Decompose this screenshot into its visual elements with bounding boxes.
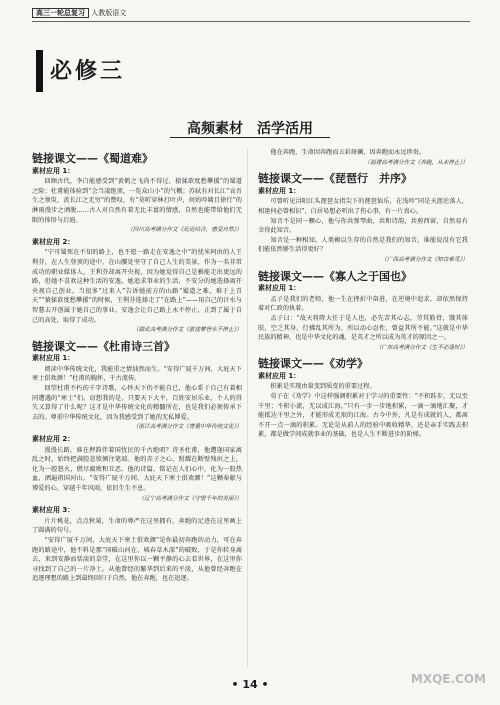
lesson-heading: 链接课文——《杜甫诗三首》 — [32, 339, 175, 353]
chapter-title: 必修三 — [50, 59, 126, 84]
source-citation: （浙江高考满分作文《尊重中华传统文化》） — [132, 424, 242, 431]
paragraph: 荀子在《劝学》中这样强调积累对于学习的重要性：“不积跬步，无以至千里；不积小流，无以成江海。”只有一步一步地积累，一滴一滴地汇聚，才能抵达千里之外，才能形成无垠的江海。古今中外，凡是有成就的人，都离不开一点一滴的积累。无论是从前人的经验中吸收精华，还是亲手实践去积累，都是做学问成就事业的基础，也是人生不断进步的阶梯。 — [258, 393, 468, 439]
paragraph: “宁可蜀死在不知的路上，也不愿一路走在安逸之中”的忧米阿由的人王利芬，在人生登顶的途中，在山腰处坚守了自己人生的美景，作为一名非常成功的职业媒体人，王利芬却离开央视，因为她觉得自己是雅能走出更远的路，但她不喜欢这种生活的安逸，她追求事业的生活，不安分的她选择离开央视自己创业。当很多“过来人”告诉她前方的山路“蜀道之难，难于上青天”“猿猱欲度愁攀援”的时候，王利芬选择走了“在路上”——用自己的汗水与智慧去开创属于她自己的事业。安逸会让自己路上永不停止，正到了属于自己的高处，取得了成功。 — [32, 249, 242, 324]
lesson-heading: 链接课文——《寡人之于国也》 — [258, 269, 412, 283]
chapter-bar — [36, 50, 43, 92]
material-tag: 素材应用 1： — [258, 371, 301, 380]
source-citation: （辽宁高考满分作文《守望千年的美丽》） — [138, 495, 242, 502]
section-title: 高频素材 活学活用 — [187, 121, 313, 137]
left-column — [32, 148, 242, 584]
source-citation: （四川高考满分作文《近近结合，感受自然》） — [127, 227, 242, 234]
source-citation: （湖北高考满分作文《旅途攀登永不停止》） — [132, 327, 242, 334]
paragraph: 回望杜甫不朽的千字诗歌，心怀天下仍不能自已，他心系于自己有着相同遭遇的“寒士”们。窃想我的是，只要天下大平，百姓安居乐业，个人的得失又算得了什么呢？这才是中华传统文化的精髓所在，也是我们必须传承下去的。尊重中华传统文化，因为我感受到了她的无私博爱。 — [32, 385, 242, 421]
lesson-heading: 链接课文——《劝学》 — [258, 357, 368, 371]
paragraph: 孟子是我们的老师，他一生在挫折中奋进，在逆境中追求，却依然保持着对仁政的执着。 — [258, 295, 468, 313]
header-bar — [32, 8, 126, 18]
lesson-heading: 链接课文——《蜀道难》 — [32, 152, 153, 165]
source-citation: （广西高考满分作文《知音难觅》） — [381, 256, 468, 263]
paragraph: “安得广厦千万间，大庇天下寒士俱欢颜”是你最初奔跑的动力，可在奔跑的路途中，他不料是那“国破山河在，城春草木深”的破败，于是你转身离去，来到安静而恬淡的草堂，在这里你以一颗平静的心去看世界，在这里你寻找到了自己的一片净土。从他曾经的繁华到后来的平淡，从他曾经奔跑在追逐理想的路上到最终回归于自然，他在奔跑，也在追逐。 — [32, 536, 242, 583]
paragraph: 孟子曰：“故天将降大任于是人也，必先苦其心志，劳其筋骨，饿其体肤，空乏其身，行拂乱其所为，所以动心忍性，曾益其所不能。”这就是中华民族的精神，也是中华文化的魂，是英才之所以成为英才的原因之一。 — [258, 314, 468, 342]
paragraph: 片片桃花，点点秋菊，生命的尊严在这里拥有，奔跑的足迹在这里画上了圆满的句号。 — [32, 517, 242, 535]
material-tag: 素材应用 1： — [32, 166, 75, 175]
subject-label: 人教版语文 — [91, 9, 127, 17]
watermark: MXQE.COM — [410, 672, 486, 686]
header-rule — [32, 21, 470, 22]
material-tag: 素材应用 1： — [258, 186, 301, 195]
series-label: 高三一轮总复习 — [32, 8, 89, 18]
source-citation: （广东高考满分作文《生不必逢时》） — [375, 344, 468, 351]
paragraph: 可曾听见浔阳江头琵琶女指尖下的琵琶仙乐，在浅吟“同是天涯沦落人，相逢何必曾相识”，白居易想必听出了伤心事，有一片真心。 — [258, 198, 468, 215]
paragraph: 知音不是同一颗心，他与你共弹琴曲，共和诗韵，共剪西窗，自然易有幸得此知音。 — [258, 217, 468, 235]
page-number: • 14 • — [231, 678, 269, 691]
source-citation: （福建高考满分作文《奔跑，从未停止》） — [364, 159, 468, 166]
paragraph: 知音是一种相知。人类赖以生存的自然是我们的知音，谁能说没有它我们能依然够生活得更好？ — [258, 236, 468, 254]
material-tag: 素材应用 2： — [32, 435, 75, 444]
section-rule — [170, 137, 330, 138]
lesson-heading: 链接课文——《琵琶行 并序》 — [258, 172, 412, 186]
column-divider — [247, 148, 248, 668]
paragraph: 他在奔跑，生命因奔跑而五彩斑斓，因奔跑而永远珍贵。 — [270, 149, 426, 156]
right-column — [258, 148, 468, 440]
paragraph: 阅读中华传统文化，我能重之情油然而生。“安得广厦千万间，大庇天下寒士俱欢颜！”杜甫的胸怀，千古流传。 — [32, 365, 242, 383]
paragraph: 回顾古代，李白能感受到“黄鹤之飞尚不得过，猿猱欲度愁攀援”的蜀道之险；杜甫能体验到“会当凌绝顶，一览众山小”的气概；苏轼有对长江“哀吾生之须臾，羡长江之无穷”的赞叹，有“莫听穿林打叶声，何妨吟啸且徐行”的淋雨漫步之洒脱……古人对自然有着无比丰富的情感，自然也能带给他们无限的体悟与启迪。 — [32, 178, 242, 224]
material-tag: 素材应用 1： — [258, 284, 301, 293]
paragraph: 漫漫长路，谁在押韵伴着国忧民的千古绝唱？诗圣杜甫，他遭逢国家离乱之时，始终把满腔悲愤倾注笔端。他的赤子之心，照耀在断壁残垣之上，化为一腔怒火，燃尽腐败和丑恶。他的诗篇，铭记在人们心中，化为一股热血，洒遍祖国河山。“安得广厦千万间，大庇天下寒士俱欢颜！”这颗奉献与博爱的心，穿越千年风雨，依旧生生不息。 — [32, 446, 242, 492]
material-tag: 素材应用 1： — [32, 354, 75, 363]
paragraph: 积累是实现由量变到质变的重要过程。 — [270, 383, 376, 391]
material-tag: 素材应用 3： — [32, 506, 75, 515]
material-tag: 素材应用 2： — [32, 237, 75, 246]
